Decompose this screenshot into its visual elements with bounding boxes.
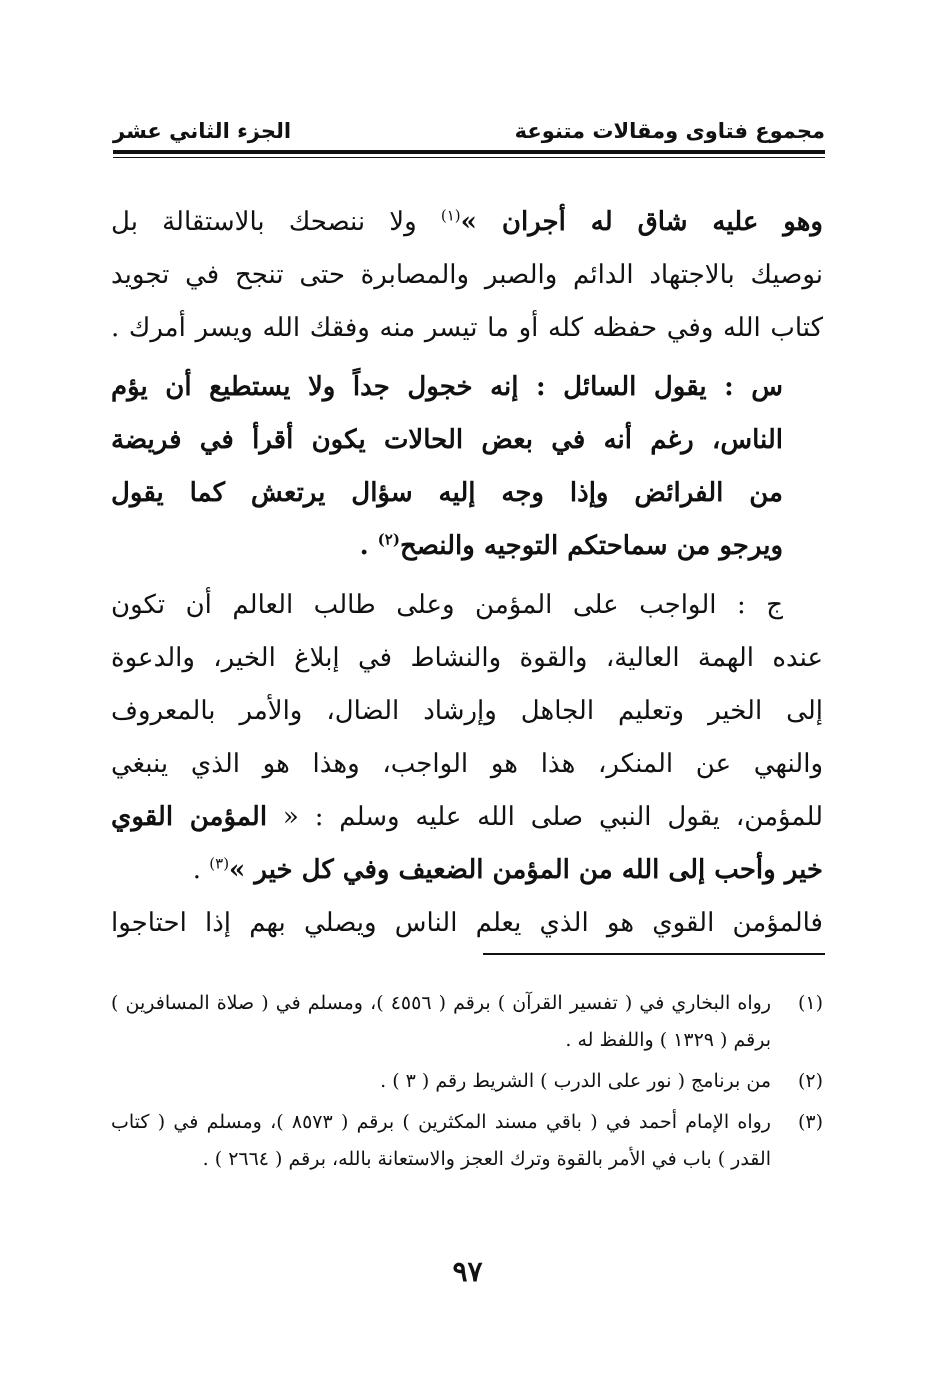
answer-line-2: عنده الهمة العالية، والقوة والنشاط في إبلاغ الخير، والدعوة (111, 643, 823, 673)
text-line-3: كتاب الله وفي حفظه كله أو ما تيسر منه وفقك الله ويسر أمرك . (111, 313, 823, 343)
page-number: ٩٧ (452, 1255, 483, 1288)
answer-line-5-text: للمؤمن، يقول النبي صلى الله عليه وسلم : « (267, 802, 823, 832)
question-line-4-tail: . (359, 531, 378, 561)
footnote-ref-2: (٢) (377, 530, 400, 549)
footnote-ref-1: (١) (440, 206, 461, 225)
text-line-2: نوصيك بالاجتهاد الدائم والصبر والمصابرة حتى تنجح في تجويد (111, 260, 823, 290)
running-header (113, 116, 825, 146)
footnote-separator (483, 953, 825, 955)
question-line-2: الناس، رغم أنه في بعض الحالات يكون أقرأ في فريضة (111, 425, 783, 455)
footnote-text: رواه الإمام أحمد في ( باقي مسند المكثرين ) برقم ( ٨٥٧٣ )، ومسلم في ( كتاب القدر ) باب في الأمر بالقوة وترك العجز والاستعانة بالله، برقم ( ٢٦٦٤ ) . (111, 1111, 771, 1170)
book-title: مجموع فتاوى ومقالات متنوعة (514, 119, 825, 143)
footnote-2 (111, 1063, 823, 1100)
volume-label: الجزء الثاني عشر (113, 119, 292, 143)
footnote-text: رواه البخاري في ( تفسير القرآن ) برقم ( ٤٥٥٦ )، ومسلم في ( صلاة المسافرين ) برقم ( ١٣٢٩ ) واللفظ له . (111, 992, 771, 1051)
question-line-3: من الفرائض وإذا وجه إليه سؤال يرتعش كما يقول (111, 478, 783, 508)
header-rule-thin (113, 157, 825, 158)
footnotes (111, 985, 823, 1182)
text-line-1 (111, 196, 823, 249)
footnote-number: (٢) (797, 1070, 823, 1092)
answer-line-5 (111, 791, 823, 844)
answer-line-3: إلى الخير وتعليم الجاهل وإرشاد الضال، والأمر بالمعروف (111, 696, 823, 726)
footnote-ref-3: (٣) (209, 854, 230, 873)
footnote-1 (111, 985, 823, 1059)
text-line-1-tail: ولا ننصحك بالاستقالة بل (111, 207, 441, 237)
footnote-number: (٣) (797, 1111, 823, 1133)
header-rule-thick (113, 150, 825, 154)
hadith-quote-end: وهو عليه شاق له أجران » (460, 207, 823, 237)
answer-line-4: والنهي عن المنكر، هذا هو الواجب، وهذا هو الذي ينبغي (111, 749, 823, 779)
hadith-quote-body: خير وأحب إلى الله من المؤمن الضعيف وفي كل خير » (229, 855, 823, 885)
answer-line-1: ج : الواجب على المؤمن وعلى طالب العالم أن تكون (111, 590, 783, 620)
question-line-1: س : يقول السائل : إنه خجول جداً ولا يستطيع أن يؤم (111, 372, 783, 402)
hadith-quote-start: المؤمن القوي (111, 802, 268, 832)
answer-line-6 (111, 844, 823, 897)
question-line-4-text: ويرجو من سماحتكم التوجيه والنصح (399, 531, 783, 561)
footnote-number: (١) (797, 992, 823, 1014)
main-text (111, 196, 823, 950)
question-line-4 (111, 520, 823, 573)
answer-line-7: فالمؤمن القوي هو الذي يعلم الناس ويصلي بهم إذا احتاجوا (111, 908, 823, 938)
footnote-text: من برنامج ( نور على الدرب ) الشريط رقم ( ٣ ) . (380, 1070, 771, 1092)
answer-line-6-tail: . (192, 855, 210, 885)
footnote-3 (111, 1104, 823, 1178)
